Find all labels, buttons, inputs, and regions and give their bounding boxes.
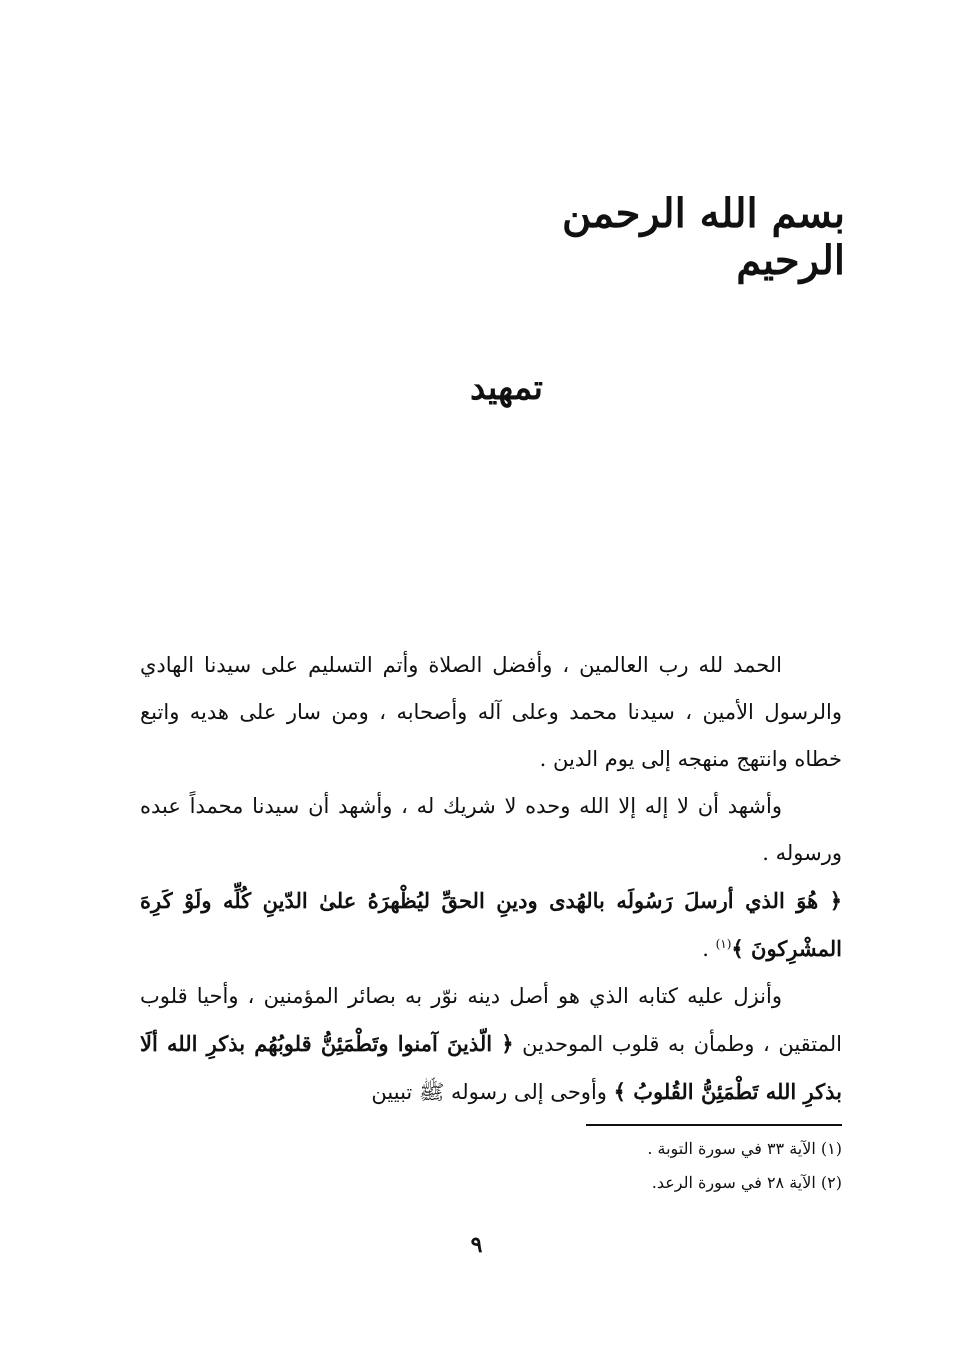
- footnote-2: (٢) الآية ٢٨ في سورة الرعد.: [651, 1173, 842, 1192]
- footnote-ref-1: (١): [715, 937, 732, 951]
- paragraph-revelation: [140, 973, 842, 1116]
- verse-end-dot: .: [702, 937, 716, 961]
- paragraph-revelation-start: وأنزل عليه كتابه الذي هو أصل دينه نوّر به بصائر المؤمنين ، وأحيا قلوب المتقين ، وطمأن به قلوب الموحدين: [140, 984, 842, 1056]
- footnote-divider: [586, 1124, 842, 1126]
- page-number: ٩: [470, 1232, 483, 1258]
- quran-verse-paragraph: [140, 877, 842, 973]
- paragraph-shahada: وأشهد أن لا إله إلا الله وحده لا شريك له ، وأشهد أن سيدنا محمداً عبده ورسوله .: [140, 794, 842, 865]
- page-title: تمهيد: [470, 368, 543, 408]
- quran-verse-rad: ﴿ الّذينَ آمنوا وتَطْمَئِنُّ قلوبُهُم بذكرِ الله ألَا بذكرِ الله تَطْمَئِنُّ القُلوبُ ﴾: [140, 1031, 842, 1104]
- footnote-1: (١) الآية ٣٣ في سورة التوبة .: [647, 1139, 842, 1158]
- paragraph-revelation-end: وأوحى إلى رسوله ﷺ تبيين: [371, 1080, 614, 1104]
- body-text: [140, 642, 842, 1116]
- quran-verse-tawbah: ﴿ هُوَ الذي أرسلَ رَسُولَه بالهُدى ودينِ الحقِّ ليُظْهرَهُ علىٰ الدّينِ كُلِّه ولَوْ كَرِهَ المشْرِكونَ ﴾: [140, 888, 842, 961]
- paragraph-praise: الحمد لله رب العالمين ، وأفضل الصلاة وأتم التسليم على سيدنا الهادي والرسول الأمين ، سيدنا محمد وعلى آله وأصحابه ، ومن سار على هديه واتبع خطاه وانتهج منهجه إلى يوم الدين .: [140, 653, 842, 771]
- basmala-heading: بسم الله الرحمن الرحيم: [562, 190, 845, 284]
- footnotes: [140, 1132, 842, 1200]
